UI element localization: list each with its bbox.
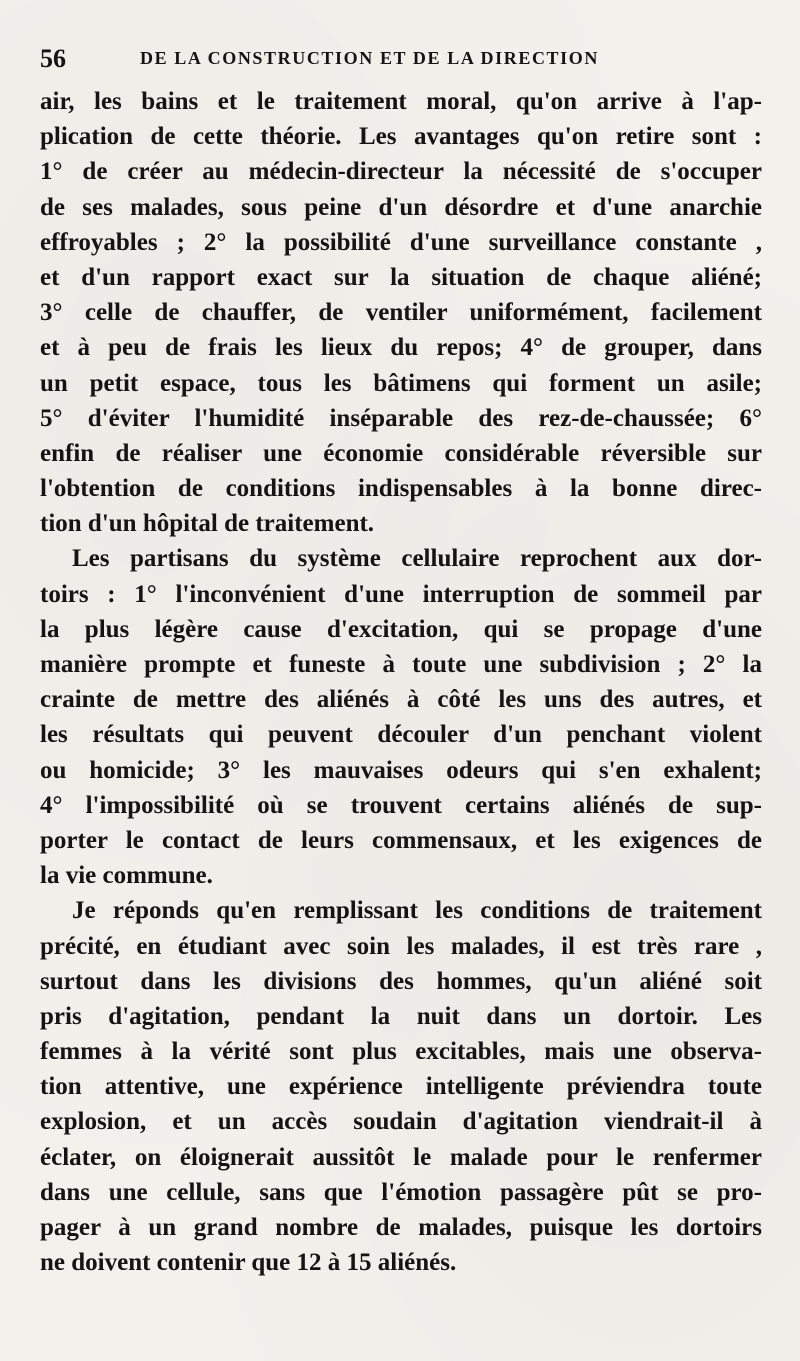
text-line: air, les bains et le traitement moral, qu'on arrive à l'ap-	[40, 88, 762, 115]
text-line: femmes à la vérité sont plus excitables, mais une observa-	[40, 1038, 762, 1066]
text-line: pager à un grand nombre de malades, puisque les dortoirs	[40, 1214, 762, 1241]
text-line: les résultats qui peuvent découler d'un penchant violent	[40, 721, 762, 749]
running-title: DE LA CONSTRUCTION ET DE LA DIRECTION	[140, 48, 599, 68]
text-line: éclater, on éloignerait aussitôt le malade pour le renfermer	[40, 1143, 762, 1171]
paragraph-3	[40, 893, 762, 1280]
text-line: la plus légère cause d'excitation, qui se propage d'une	[40, 615, 762, 643]
text-line: Les partisans du système cellulaire reprochent aux dor-	[72, 545, 762, 573]
text-line: précité, en étudiant avec soin les malades, il est très rare ,	[40, 932, 762, 960]
text-line: et à peu de frais les lieux du repos; 4° de grouper, dans	[40, 334, 762, 362]
text-line: 3° celle de chauffer, de ventiler uniformément, facilement	[40, 299, 762, 327]
text-line: un petit espace, tous les bâtimens qui forment un asile;	[40, 369, 762, 397]
paragraph-1	[40, 84, 762, 541]
text-line: dans une cellule, sans que l'émotion passagère pût se pro-	[40, 1178, 762, 1206]
text-line: pris d'agitation, pendant la nuit dans un dortoir. Les	[40, 1002, 762, 1030]
text-line: Je réponds qu'en remplissant les conditions de traitement	[72, 897, 762, 925]
text-line: tion d'un hôpital de traitement.	[40, 510, 375, 538]
text-line: ne doivent contenir que 12 à 15 aliénés.	[40, 1249, 457, 1277]
text-line: effroyables ; 2° la possibilité d'une surveillance constante ,	[40, 228, 762, 256]
text-line: ou homicide; 3° les mauvaises odeurs qui s'en exhalent;	[40, 756, 762, 784]
text-line: l'obtention de conditions indispensables à la bonne direc-	[40, 475, 762, 503]
text-line: 1° de créer au médecin-directeur la nécessité de s'occuper	[40, 158, 762, 186]
body-text	[40, 84, 762, 1280]
text-line: tion attentive, une expérience intelligente préviendra toute	[40, 1073, 762, 1101]
text-line: crainte de mettre des aliénés à côté les uns des autres, et	[40, 686, 762, 714]
text-line: toirs : 1° l'inconvénient d'une interruption de sommeil par	[40, 580, 762, 608]
text-line: manière prompte et funeste à toute une subdivision ; 2° la	[40, 651, 762, 678]
text-line: 4° l'impossibilité où se trouvent certains aliénés de sup-	[40, 791, 762, 819]
page-number: 56	[40, 44, 66, 73]
paragraph-2	[40, 541, 762, 893]
page-header	[40, 44, 760, 78]
text-line: 5° d'éviter l'humidité inséparable des rez-de-chaussée; 6°	[40, 404, 762, 432]
text-line: porter le contact de leurs commensaux, et les exigences de	[40, 826, 762, 854]
text-line: explosion, et un accès soudain d'agitation viendrait-il à	[40, 1108, 762, 1136]
text-line: de ses malades, sous peine d'un désordre et d'une anarchie	[40, 193, 762, 221]
text-line: et d'un rapport exact sur la situation de chaque aliéné;	[40, 263, 762, 291]
text-line: plication de cette théorie. Les avantages qu'on retire sont :	[40, 123, 762, 151]
text-line: surtout dans les divisions des hommes, qu'un aliéné soit	[40, 967, 762, 995]
text-line: enfin de réaliser une économie considérable réversible sur	[40, 439, 762, 467]
text-line: la vie commune.	[40, 862, 213, 890]
